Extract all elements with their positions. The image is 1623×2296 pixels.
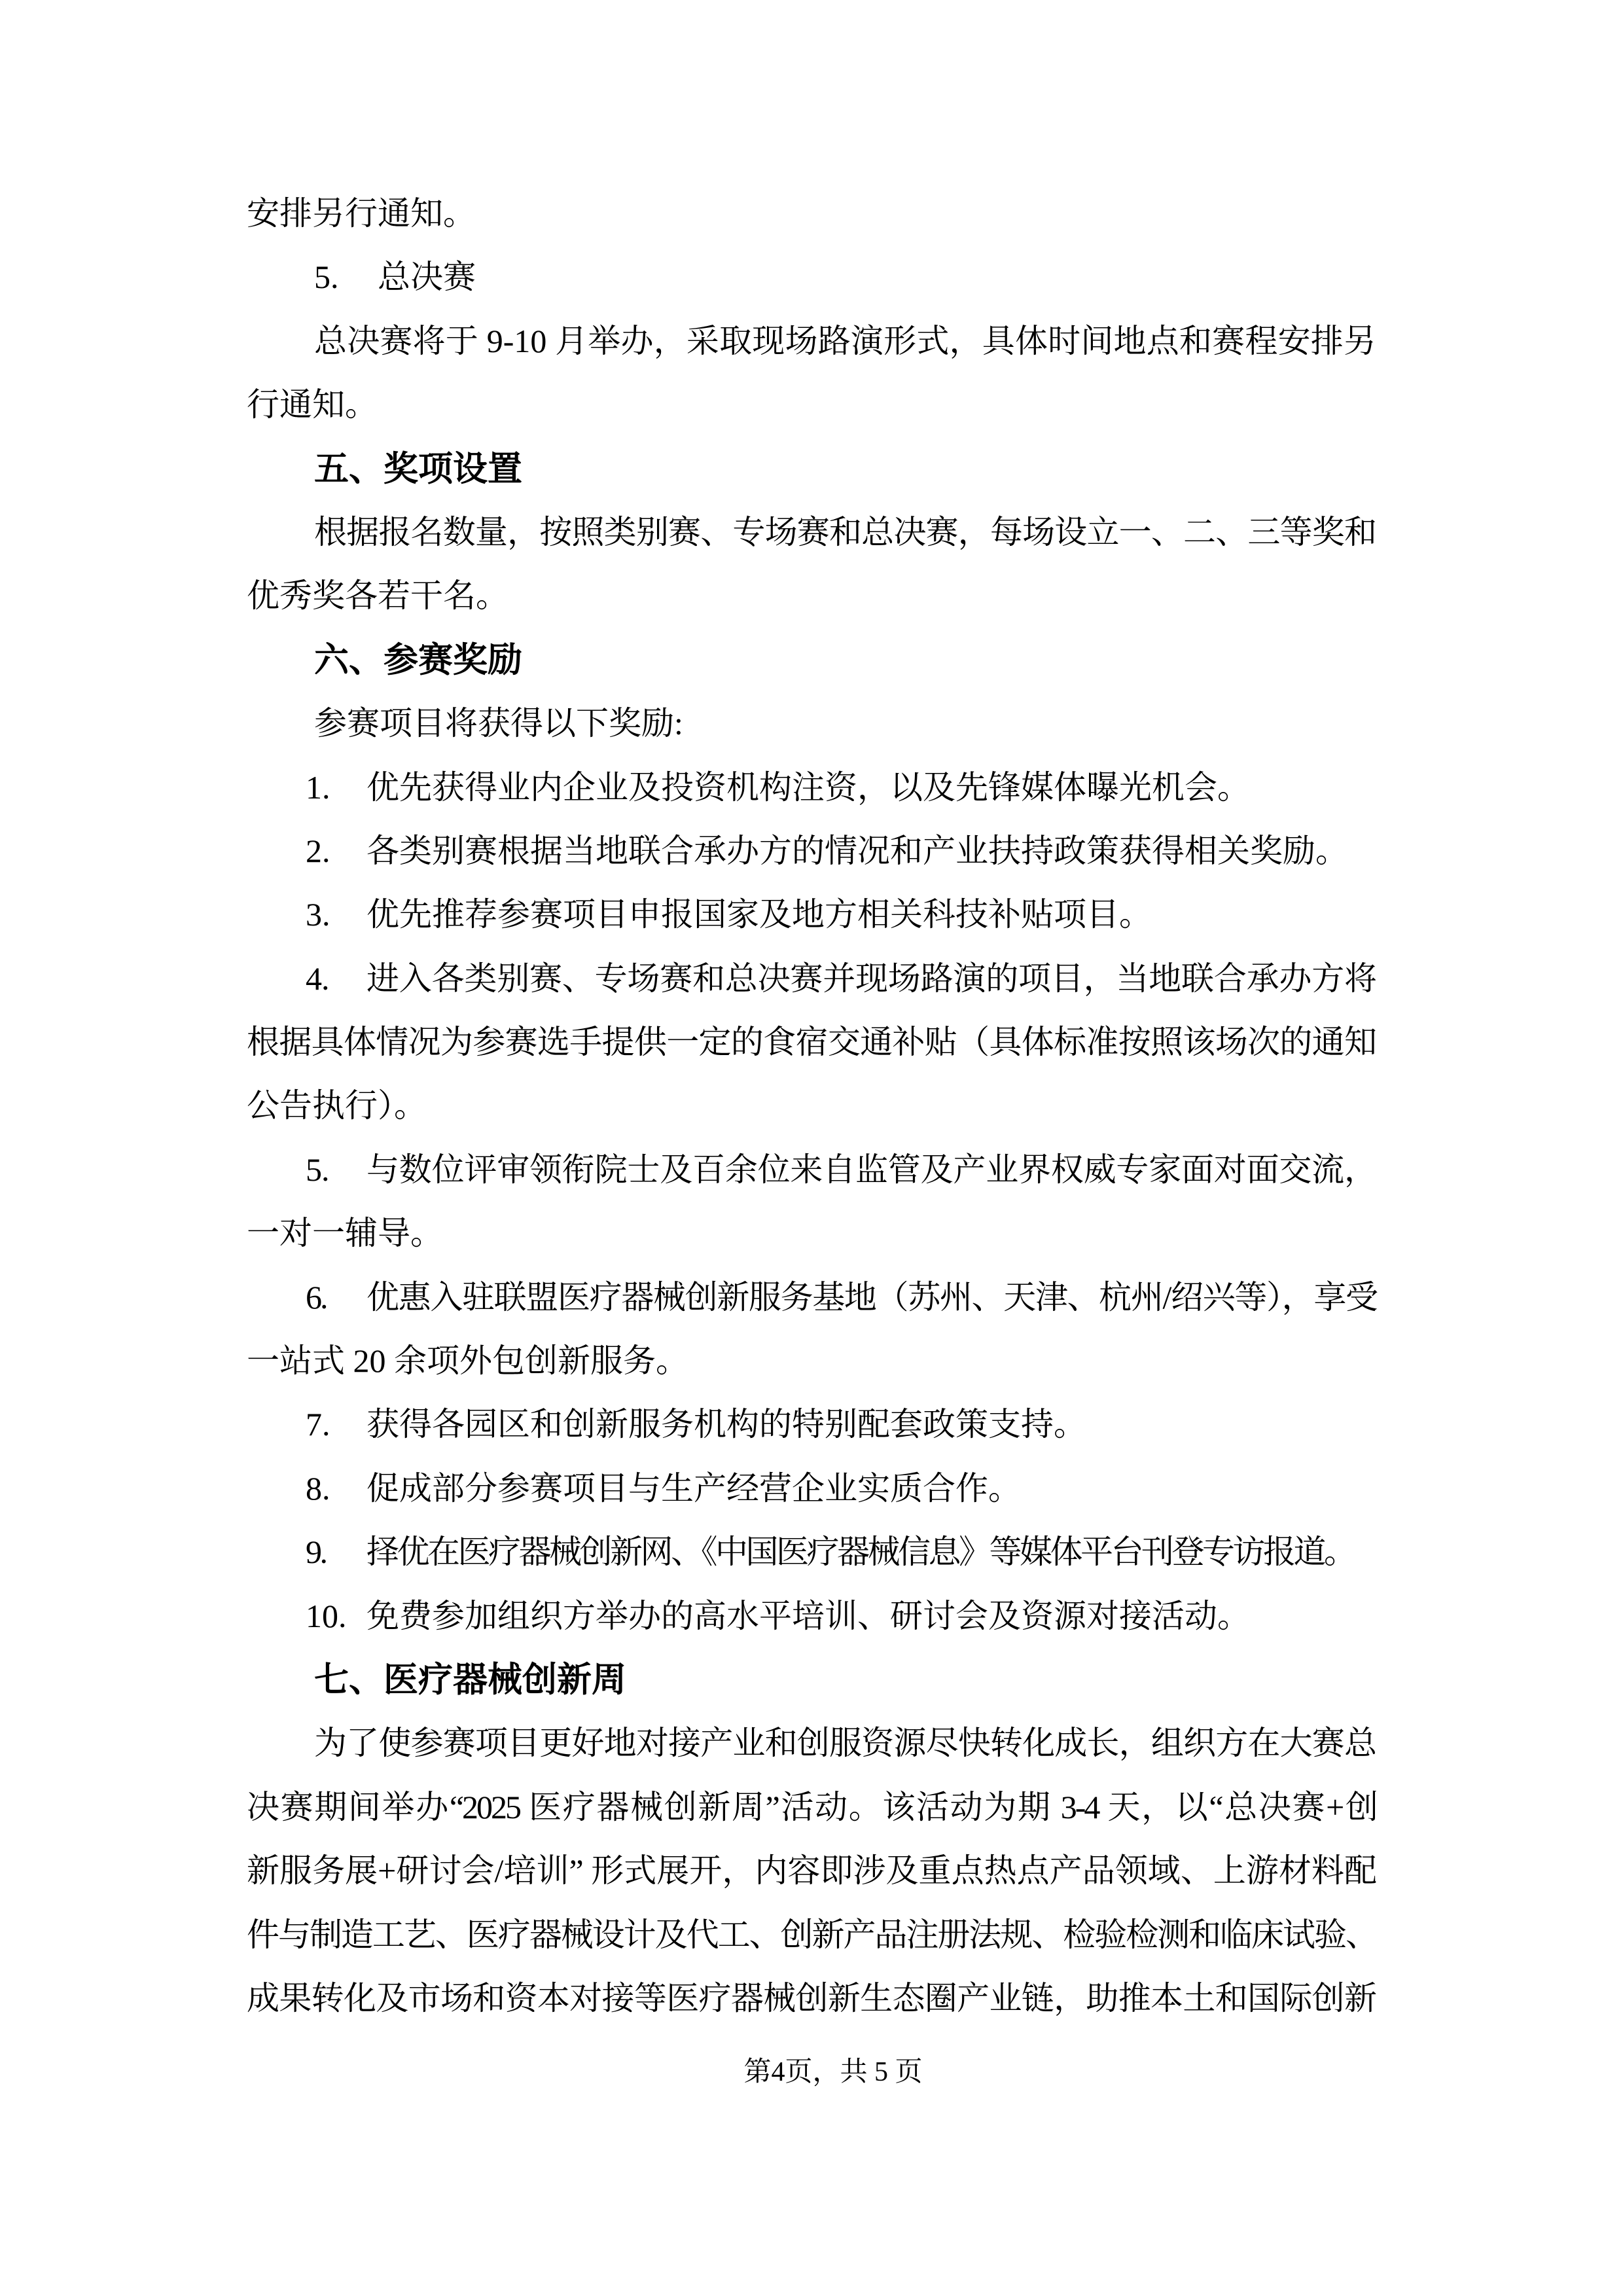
page-number-text: 第4页，共 5 页 (743, 2057, 923, 2087)
list-item-number: 1. (306, 768, 330, 806)
list-item-text: 优惠入驻联盟医疗器械创新服务基地（苏州、天津、杭州/绍兴等），享受 (366, 1278, 1376, 1316)
paragraph-line: 件与制造工艺、医疗器械设计及代工、创新产品注册法规、检验检测和临床试验、 (247, 1916, 1376, 1953)
paragraph-line: 一对一辅导。 (247, 1215, 443, 1252)
page-footer (268, 2054, 1398, 2090)
list-item-line (247, 1393, 1376, 1456)
list-item-line (247, 819, 1376, 883)
list-item-text: 获得各园区和创新服务机构的特别配套政策支持。 (366, 1406, 1086, 1443)
list-item-number: 5. (314, 259, 339, 296)
list-item-line (247, 1520, 1376, 1584)
document-body (247, 182, 1376, 2030)
list-item-text: 免费参加组织方举办的高水平培训、研讨会及资源对接活动。 (366, 1597, 1250, 1634)
list-item-number: 7. (306, 1406, 330, 1443)
list-item-line (247, 1266, 1376, 1329)
paragraph-line: 根据报名数量，按照类别赛、专场赛和总决赛，每场设立一、二、三等奖和 (314, 513, 1376, 550)
list-item-number: 6. (306, 1278, 327, 1316)
list-item-number: 3. (306, 896, 330, 933)
list-item-number: 2. (306, 832, 330, 869)
list-item-number: 9. (306, 1534, 326, 1571)
paragraph-line: 参赛项目将获得以下奖励: (314, 705, 683, 742)
paragraph-line: 优秀奖各若干名。 (247, 577, 508, 615)
list-item-line (247, 1585, 1376, 1648)
paragraph-line: 总决赛将于 9-10 月举办，采取现场路演形式，具体时间地点和赛程安排另 (314, 322, 1376, 359)
paragraph-line: 决赛期间举办“2025 医疗器械创新周”活动。该活动为期 3-4 天，以“总决赛+创 (247, 1788, 1376, 1825)
list-item-text: 进入各类别赛、专场赛和总决赛并现场路演的项目，当地联合承办方将 (366, 960, 1376, 997)
list-item-line (247, 245, 1376, 309)
list-item-text: 总决赛 (378, 259, 476, 296)
paragraph-line: 为了使参赛项目更好地对接产业和创服资源尽快转化成长，组织方在大赛总 (314, 1725, 1376, 1762)
list-item-number: 4. (306, 960, 329, 997)
list-item-line (247, 883, 1376, 946)
paragraph-line: 公告执行）。 (247, 1087, 427, 1124)
paragraph-line: 根据具体情况为参赛选手提供一定的食宿交通补贴（具体标准按照该场次的通知 (247, 1024, 1376, 1061)
list-item-text: 优先获得业内企业及投资机构注资，以及先锋媒体曝光机会。 (366, 768, 1250, 806)
paragraph-line: 行通知。 (247, 386, 378, 423)
paragraph-line: 安排另行通知。 (247, 195, 476, 232)
paragraph-line: 一站式 20 余项外包创新服务。 (247, 1342, 688, 1380)
list-item-line (247, 947, 1376, 1011)
list-item-text: 与数位评审领衔院士及百余位来自监管及产业界权威专家面对面交流， (366, 1151, 1376, 1188)
paragraph-line: 新服务展+研讨会/培训” 形式展开，内容即涉及重点热点产品领域、上游材料配 (247, 1852, 1376, 1890)
list-item-line (247, 756, 1376, 819)
section-heading: 六、参赛奖励 (314, 640, 522, 679)
list-item-text: 各类别赛根据当地联合承办方的情况和产业扶持政策获得相关奖励。 (366, 832, 1348, 869)
list-item-number: 8. (306, 1469, 330, 1507)
list-item-text: 促成部分参赛项目与生产经营企业实质合作。 (366, 1469, 1021, 1507)
section-heading: 七、医疗器械创新周 (314, 1660, 626, 1699)
list-item-line (247, 1138, 1376, 1202)
list-item-number: 10. (306, 1597, 347, 1634)
list-item-text: 择优在医疗器械创新网、《中国医疗器械信息》等媒体平台刊登专访报道。 (366, 1534, 1355, 1571)
list-item-line (247, 1457, 1376, 1520)
list-item-number: 5. (306, 1151, 329, 1188)
paragraph-line: 成果转化及市场和资本对接等医疗器械创新生态圈产业链，助推本土和国际创新 (247, 1979, 1376, 2017)
section-heading: 五、奖项设置 (314, 449, 522, 488)
list-item-text: 优先推荐参赛项目申报国家及地方相关科技补贴项目。 (366, 896, 1152, 933)
